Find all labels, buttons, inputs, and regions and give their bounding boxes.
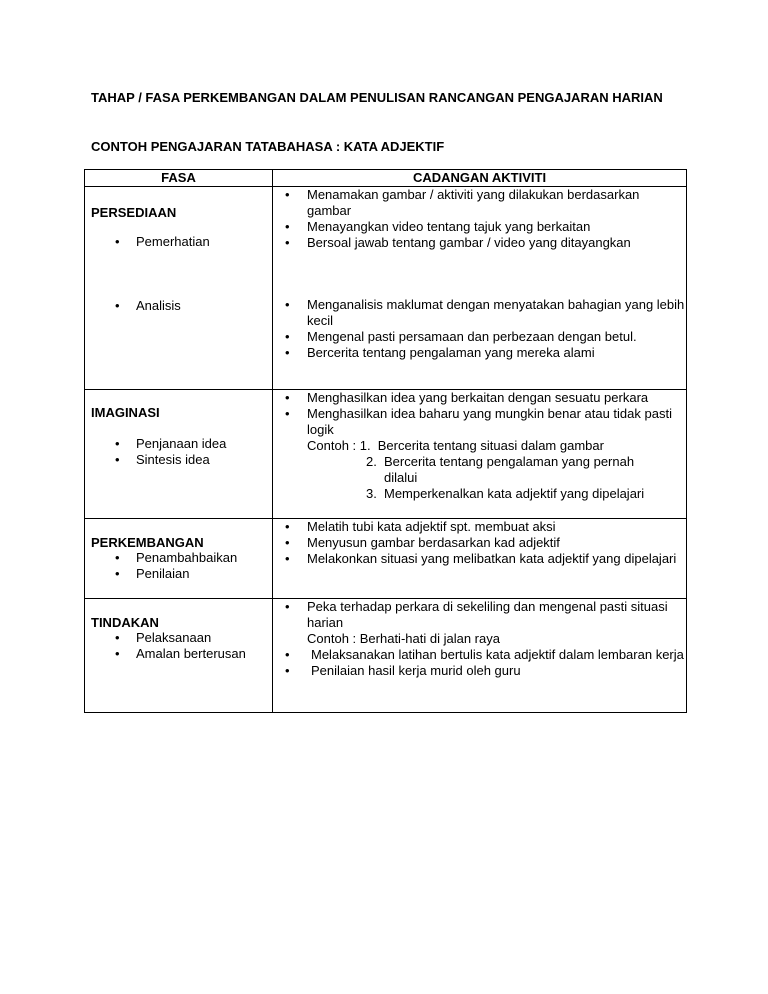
activity-text: Bersoal jawab tentang gambar / video yang ditayangkan: [307, 235, 631, 250]
list-item: [273, 345, 686, 361]
col-header-fasa: FASA: [85, 170, 273, 187]
table-row: [85, 187, 687, 390]
phase-title: PERSEDIAAN: [91, 205, 177, 220]
activity-list: [273, 187, 686, 251]
list-item: [115, 566, 272, 582]
bullet: •: [115, 566, 120, 581]
bullet: •: [285, 647, 290, 662]
activity-cell: [273, 390, 687, 519]
activity-list: [273, 647, 686, 679]
document-title: TAHAP / FASA PERKEMBANGAN DALAM PENULISAN RANCANGAN PENGAJARAN HARIAN: [91, 90, 663, 105]
activity-text: Bercerita tentang pengalaman yang mereka alami: [307, 345, 595, 360]
phase-item-label: Analisis: [136, 298, 181, 313]
phase-item-label: Pemerhatian: [136, 234, 210, 249]
bullet: •: [285, 345, 290, 360]
activity-cell: [273, 187, 687, 390]
bullet: •: [285, 663, 290, 678]
example-prefix: Contoh :: [307, 438, 360, 453]
list-item: [273, 551, 686, 567]
bullet: •: [115, 646, 120, 661]
activity-text: Melatih tubi kata adjektif spt. membuat aksi: [307, 519, 556, 534]
list-item: [273, 329, 686, 345]
list-item: [273, 663, 686, 679]
list-item: [273, 647, 686, 663]
bullet: •: [285, 551, 290, 566]
phase-items: [85, 550, 272, 582]
list-item: [115, 436, 272, 452]
list-item: [273, 297, 686, 329]
list-item: [115, 452, 272, 468]
example-number: 3.: [366, 486, 377, 501]
phase-items: [85, 234, 272, 250]
list-item: [273, 599, 686, 631]
list-item: [115, 298, 272, 314]
example-line: [307, 454, 686, 486]
list-item: [115, 630, 272, 646]
table-header-row: [85, 170, 687, 187]
list-item: [273, 390, 686, 406]
example-text: Memperkenalkan kata adjektif yang dipelajari: [384, 486, 645, 501]
bullet: •: [115, 234, 120, 249]
table-row: [85, 599, 687, 713]
activity-cell: [273, 519, 687, 599]
bullet: •: [115, 550, 120, 565]
bullet: •: [115, 298, 120, 313]
example-line: Contoh : Berhati-hati di jalan raya: [307, 631, 500, 646]
example-number: 2.: [366, 454, 377, 469]
bullet: •: [285, 599, 290, 614]
list-item: [115, 234, 272, 250]
list-item: [115, 646, 272, 662]
phase-cell: [85, 599, 273, 713]
example-number: 1.: [359, 438, 371, 453]
list-item: [115, 550, 272, 566]
example-text: Bercerita tentang pengalaman yang pernah dilalui: [384, 454, 635, 485]
bullet: •: [285, 390, 290, 405]
phase-title: IMAGINASI: [91, 405, 160, 420]
example-line: [307, 438, 686, 454]
activity-text: Menghasilkan idea baharu yang mungkin benar atau tidak pasti logik: [307, 406, 672, 437]
activity-text: Peka terhadap perkara di sekeliling dan mengenal pasti situasi harian: [307, 599, 668, 630]
activity-list: [273, 599, 686, 631]
activity-list: [273, 390, 686, 438]
list-item: [273, 235, 686, 251]
phase-title: PERKEMBANGAN: [91, 535, 204, 550]
bullet: •: [285, 406, 290, 421]
example-block: [273, 438, 686, 502]
phase-item-label: Penjanaan idea: [136, 436, 227, 451]
bullet: •: [285, 535, 290, 550]
phase-items: [85, 298, 272, 314]
phase-item-label: Pelaksanaan: [136, 630, 212, 645]
activity-text: Mengenal pasti persamaan dan perbezaan dengan betul.: [307, 329, 637, 344]
activity-text: Menayangkan video tentang tajuk yang berkaitan: [307, 219, 591, 234]
phase-item-label: Penambahbaikan: [136, 550, 238, 565]
bullet: •: [285, 519, 290, 534]
phase-cell: [85, 187, 273, 390]
list-item: [273, 219, 686, 235]
bullet: •: [285, 297, 290, 312]
activity-text: Melakonkan situasi yang melibatkan kata adjektif yang dipelajari: [307, 551, 677, 566]
list-item: [273, 406, 686, 438]
phase-item-label: Amalan berterusan: [136, 646, 246, 661]
list-item: [273, 535, 686, 551]
bullet: •: [115, 630, 120, 645]
activity-table: [84, 169, 687, 713]
phase-item-label: Penilaian: [136, 566, 190, 581]
bullet: •: [285, 219, 290, 234]
phase-cell: [85, 519, 273, 599]
bullet: •: [285, 329, 290, 344]
example-text: Bercerita tentang situasi dalam gambar: [377, 438, 604, 453]
bullet: •: [115, 452, 120, 467]
phase-items: [85, 436, 272, 468]
bullet: •: [285, 235, 290, 250]
activity-text: Menghasilkan idea yang berkaitan dengan sesuatu perkara: [307, 390, 649, 405]
activity-text: Menyusun gambar berdasarkan kad adjektif: [307, 535, 560, 550]
activity-text: Menganalisis maklumat dengan menyatakan bahagian yang lebih kecil: [307, 297, 685, 328]
bullet: •: [115, 436, 120, 451]
phase-title: TINDAKAN: [91, 615, 159, 630]
activity-text: Melaksanakan latihan bertulis kata adjektif dalam lembaran kerja: [311, 647, 684, 662]
col-header-aktiviti: CADANGAN AKTIVITI: [273, 170, 687, 187]
activity-list: [273, 297, 686, 361]
example-line: [307, 486, 686, 502]
activity-cell: [273, 599, 687, 713]
table-row: [85, 390, 687, 519]
table-row: [85, 519, 687, 599]
phase-items: [85, 630, 272, 662]
activity-text: Penilaian hasil kerja murid oleh guru: [311, 663, 521, 678]
activity-text: Menamakan gambar / aktiviti yang dilakukan berdasarkan gambar: [307, 187, 640, 218]
list-item: [273, 187, 686, 219]
document-subtitle: CONTOH PENGAJARAN TATABAHASA : KATA ADJEKTIF: [91, 139, 445, 154]
activity-list: [273, 519, 686, 567]
phase-item-label: Sintesis idea: [136, 452, 210, 467]
bullet: •: [285, 187, 290, 202]
phase-cell: [85, 390, 273, 519]
list-item: [273, 519, 686, 535]
